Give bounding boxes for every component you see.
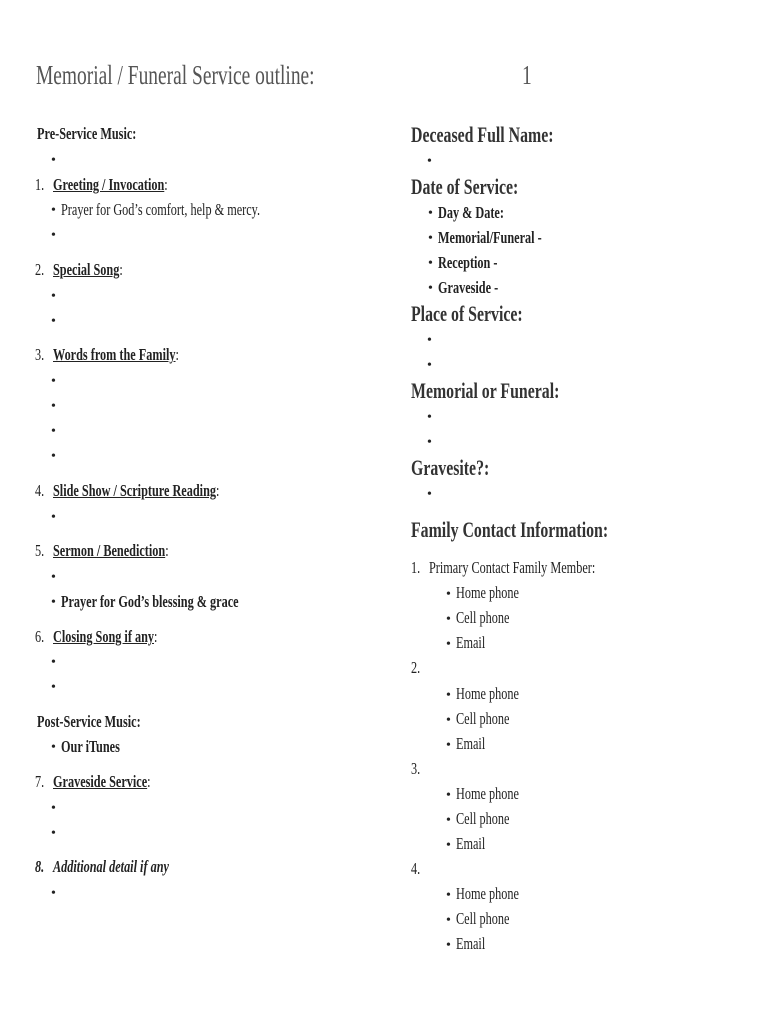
item-number: 4.	[35, 481, 45, 500]
bullet: •	[51, 153, 56, 168]
bullet: •	[446, 913, 451, 928]
bullet: •	[51, 680, 56, 695]
contact-number: 2.	[411, 658, 421, 677]
contact-field: Home phone	[456, 583, 519, 602]
bullet: •	[51, 314, 56, 329]
bullet: •	[51, 801, 56, 816]
bullet: •	[51, 289, 56, 304]
bullet: •	[51, 228, 56, 243]
bullet: •	[446, 713, 451, 728]
contact-field: Home phone	[456, 784, 519, 803]
bullet: •	[51, 886, 56, 901]
bullet: •	[51, 826, 56, 841]
bullet: •	[446, 788, 451, 803]
bullet: •	[446, 612, 451, 627]
pre-service-music-heading: Pre-Service Music:	[37, 124, 137, 143]
bullet: •	[428, 206, 433, 221]
item-number: 2.	[35, 260, 45, 279]
date-item: Reception -	[438, 253, 498, 272]
bullet: •	[428, 256, 433, 271]
date-of-service-heading: Date of Service:	[411, 174, 519, 199]
contact-field: Cell phone	[456, 709, 510, 728]
bullet: •	[51, 374, 56, 389]
bullet: •	[446, 688, 451, 703]
item-number: 8.	[35, 857, 45, 876]
contact-field: Cell phone	[456, 809, 510, 828]
deceased-name-heading: Deceased Full Name:	[411, 122, 554, 147]
item-5-title: Sermon / Benediction:	[53, 541, 169, 560]
bullet: •	[427, 410, 432, 425]
date-item: Graveside -	[438, 278, 499, 297]
item-1-title: Greeting / Invocation:	[53, 175, 168, 194]
bullet: •	[51, 510, 56, 525]
item-number: 5.	[35, 541, 45, 560]
page-title: Memorial / Funeral Service outline:	[36, 60, 315, 90]
bullet: •	[446, 587, 451, 602]
contact-field: Email	[456, 834, 486, 853]
item-number: 1.	[35, 175, 45, 194]
bullet: •	[51, 203, 56, 218]
bullet: •	[427, 154, 432, 169]
bullet: •	[51, 449, 56, 464]
contact-field: Home phone	[456, 684, 519, 703]
contact-number: 1.	[411, 558, 421, 577]
item-2-title: Special Song:	[53, 260, 123, 279]
bullet: •	[446, 813, 451, 828]
bullet: •	[427, 333, 432, 348]
item-6-title: Closing Song if any:	[53, 627, 158, 646]
item-1-sub: Prayer for God’s comfort, help & mercy.	[61, 200, 261, 219]
bullet: •	[51, 424, 56, 439]
bullet: •	[428, 281, 433, 296]
bullet: •	[51, 655, 56, 670]
family-contact-heading: Family Contact Information:	[411, 517, 609, 542]
bullet: •	[51, 570, 56, 585]
contact-field: Email	[456, 934, 486, 953]
bullet: •	[51, 740, 56, 755]
bullet: •	[446, 637, 451, 652]
bullet: •	[51, 595, 56, 610]
gravesite-heading: Gravesite?:	[411, 455, 490, 480]
page-number: 1	[522, 60, 532, 90]
bullet: •	[446, 838, 451, 853]
memorial-or-funeral-heading: Memorial or Funeral:	[411, 378, 560, 403]
date-item: Memorial/Funeral -	[438, 228, 542, 247]
contact-field: Cell phone	[456, 909, 510, 928]
contact-field: Email	[456, 734, 486, 753]
contact-field: Cell phone	[456, 608, 510, 627]
item-3-title: Words from the Family:	[53, 345, 179, 364]
bullet: •	[427, 358, 432, 373]
item-5-sub: Prayer for God’s blessing & grace	[61, 592, 239, 611]
bullet: •	[427, 487, 432, 502]
bullet: •	[446, 938, 451, 953]
item-number: 6.	[35, 627, 45, 646]
bullet: •	[428, 231, 433, 246]
contact-field: Email	[456, 633, 486, 652]
item-number: 7.	[35, 772, 45, 791]
post-service-music-heading: Post-Service Music:	[37, 712, 141, 731]
date-item: Day & Date:	[438, 203, 504, 222]
item-7-title: Graveside Service:	[53, 772, 151, 791]
item-number: 3.	[35, 345, 45, 364]
contact-field: Home phone	[456, 884, 519, 903]
bullet: •	[446, 888, 451, 903]
item-4-title: Slide Show / Scripture Reading:	[53, 481, 220, 500]
place-of-service-heading: Place of Service:	[411, 301, 523, 326]
bullet: •	[427, 435, 432, 450]
contact-number: 4.	[411, 859, 421, 878]
bullet: •	[51, 399, 56, 414]
item-8-title: Additional detail if any	[53, 857, 169, 876]
post-service-item: Our iTunes	[61, 737, 120, 756]
contact-label: Primary Contact Family Member:	[429, 558, 596, 577]
contact-number: 3.	[411, 759, 421, 778]
bullet: •	[446, 738, 451, 753]
